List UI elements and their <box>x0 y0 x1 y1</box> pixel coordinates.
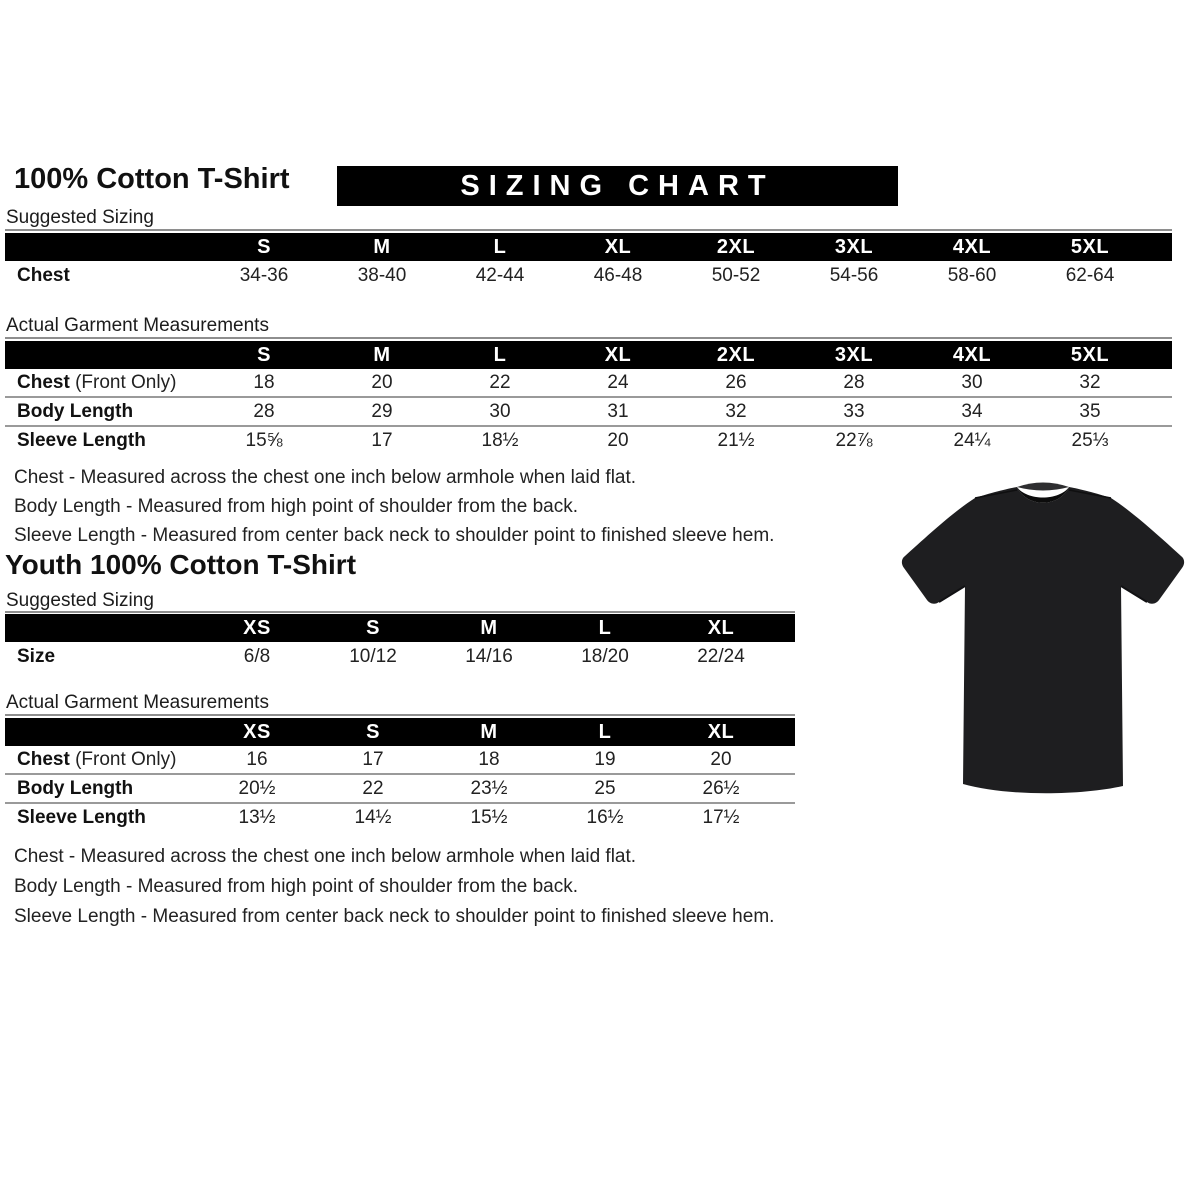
table-cell: 17 <box>371 429 393 451</box>
table-cell <box>1149 426 1172 454</box>
row-label <box>5 746 199 774</box>
size-column-header: M <box>431 614 547 642</box>
empty-header-cell <box>5 341 205 369</box>
size-column-header: L <box>547 718 663 746</box>
table-cell <box>1149 369 1172 397</box>
note-line: Body Length - Measured from high point of shoulder from the back. <box>14 496 578 517</box>
table-cell: 30 <box>913 369 1031 397</box>
table-cell: 31 <box>559 397 677 426</box>
youth-suggested-sizing-label: Suggested Sizing <box>6 590 154 611</box>
table-cell: 10/12 <box>349 646 397 667</box>
table-cell: 34 <box>913 397 1031 426</box>
note-line: Sleeve Length - Measured from center back neck to shoulder point to finished sleeve hem. <box>14 525 775 546</box>
tshirt-graphic <box>893 468 1193 806</box>
table-cell: 19 <box>547 746 663 774</box>
page-title: 100% Cotton T-Shirt <box>14 163 290 195</box>
size-column-header: M <box>323 233 441 261</box>
size-column-header: L <box>441 341 559 369</box>
table-cell: 50-52 <box>711 265 761 286</box>
empty-header-cell <box>1149 233 1172 261</box>
row-label <box>5 774 199 803</box>
table-row <box>5 774 795 803</box>
table-cell: 46-48 <box>593 265 643 286</box>
row-label: Chest <box>17 265 70 286</box>
note-line: Chest - Measured across the chest one inch below armhole when laid flat. <box>14 467 637 488</box>
size-column-header: L <box>441 233 559 261</box>
table-cell: 20½ <box>199 774 315 803</box>
note-line: Sleeve Length - Measured from center back neck to shoulder point to finished sleeve hem. <box>14 906 775 927</box>
empty-header-cell <box>1149 341 1172 369</box>
youth-measurement-notes <box>14 842 774 932</box>
adult-actual-measurements-table <box>5 341 1172 454</box>
size-column-header: 4XL <box>913 233 1031 261</box>
table-cell: 28 <box>795 369 913 397</box>
table-cell: 35 <box>1031 397 1149 426</box>
row-label-strong: Chest <box>17 748 70 770</box>
table-cell: 62-64 <box>1065 265 1115 286</box>
size-column-header: XL <box>663 718 779 746</box>
size-column-header: S <box>205 233 323 261</box>
size-column-header: S <box>205 341 323 369</box>
size-column-header: 3XL <box>795 233 913 261</box>
row-label <box>5 397 205 426</box>
note-line: Chest - Measured across the chest one inch below armhole when laid flat. <box>14 846 637 867</box>
row-label-strong: Sleeve Length <box>17 806 146 828</box>
table-cell: 15⅝ <box>245 429 283 451</box>
table-cell: 32 <box>677 397 795 426</box>
table-row <box>5 369 1172 397</box>
table-row <box>5 803 795 831</box>
black-tshirt-image <box>893 468 1193 806</box>
note-line: Body Length - Measured from high point of shoulder from the back. <box>14 876 578 897</box>
row-label-strong: Body Length <box>17 777 134 799</box>
table-cell: 18½ <box>481 429 519 451</box>
table-cell <box>779 746 795 774</box>
table-cell: 22 <box>315 774 431 803</box>
row-label-strong: Chest <box>17 371 70 393</box>
table-cell: 17 <box>315 746 431 774</box>
table-cell: 33 <box>795 397 913 426</box>
sizing-chart-banner <box>337 166 898 206</box>
youth-actual-measurements-label: Actual Garment Measurements <box>6 692 269 713</box>
table-cell: 42-44 <box>475 265 525 286</box>
table-cell: 18 <box>205 369 323 397</box>
size-column-header: XL <box>663 614 779 642</box>
table-cell <box>779 642 795 672</box>
table-row <box>5 642 795 672</box>
divider-line <box>5 229 1172 231</box>
table-header-row <box>5 718 795 746</box>
size-column-header: 5XL <box>1031 341 1149 369</box>
table-cell: 54-56 <box>829 265 879 286</box>
table-cell: 15½ <box>470 806 508 828</box>
table-cell: 22⅞ <box>835 429 873 451</box>
table-cell: 20 <box>607 429 629 451</box>
size-column-header: XS <box>199 614 315 642</box>
table-cell: 24¼ <box>953 429 991 451</box>
row-label-strong: Body Length <box>17 400 134 422</box>
size-column-header: XS <box>199 718 315 746</box>
table-cell <box>1149 261 1172 291</box>
table-cell: 13½ <box>238 806 276 828</box>
adult-actual-measurements-label: Actual Garment Measurements <box>6 315 269 336</box>
adult-suggested-sizing-table <box>5 233 1172 291</box>
size-column-header: M <box>431 718 547 746</box>
table-cell: 24 <box>559 369 677 397</box>
table-cell: 26½ <box>663 774 779 803</box>
youth-actual-measurements-table <box>5 718 795 831</box>
empty-header-cell <box>779 718 795 746</box>
table-cell: 30 <box>441 397 559 426</box>
table-cell: 20 <box>663 746 779 774</box>
table-header-row <box>5 614 795 642</box>
size-column-header: S <box>315 718 431 746</box>
size-column-header: L <box>547 614 663 642</box>
table-header-row <box>5 233 1172 261</box>
size-column-header: 4XL <box>913 341 1031 369</box>
table-cell: 23½ <box>431 774 547 803</box>
adult-measurement-notes <box>14 464 774 551</box>
table-cell: 14/16 <box>465 646 513 667</box>
table-cell: 18/20 <box>581 646 629 667</box>
table-cell <box>779 803 795 831</box>
divider-line <box>5 337 1172 339</box>
empty-header-cell <box>5 233 205 261</box>
empty-header-cell <box>779 614 795 642</box>
divider-line <box>5 714 795 716</box>
table-cell: 14½ <box>354 806 392 828</box>
row-label <box>5 426 205 454</box>
table-row <box>5 746 795 774</box>
table-cell: 22/24 <box>697 646 745 667</box>
size-column-header: XL <box>559 341 677 369</box>
table-cell: 29 <box>323 397 441 426</box>
youth-suggested-sizing-table <box>5 614 795 672</box>
table-cell: 25 <box>547 774 663 803</box>
table-cell: 6/8 <box>243 646 271 667</box>
youth-section-title: Youth 100% Cotton T-Shirt <box>5 549 357 580</box>
row-label <box>5 369 205 397</box>
adult-suggested-sizing-label: Suggested Sizing <box>6 207 154 228</box>
size-column-header: M <box>323 341 441 369</box>
table-row <box>5 426 1172 454</box>
table-cell: 26 <box>677 369 795 397</box>
table-cell: 20 <box>323 369 441 397</box>
size-column-header: 2XL <box>677 341 795 369</box>
table-cell <box>1149 397 1172 426</box>
size-column-header: 2XL <box>677 233 795 261</box>
table-cell: 18 <box>431 746 547 774</box>
table-header-row <box>5 341 1172 369</box>
size-column-header: XL <box>559 233 677 261</box>
size-column-header: 5XL <box>1031 233 1149 261</box>
tshirt-body <box>902 487 1184 793</box>
table-cell <box>779 774 795 803</box>
sizing-chart-banner-text: SIZING CHART <box>460 169 775 202</box>
row-label <box>5 803 199 831</box>
table-cell: 28 <box>205 397 323 426</box>
size-column-header: S <box>315 614 431 642</box>
table-row <box>5 261 1172 291</box>
table-cell: 38-40 <box>357 265 407 286</box>
empty-header-cell <box>5 718 199 746</box>
table-cell: 58-60 <box>947 265 997 286</box>
table-cell: 25⅓ <box>1071 429 1109 451</box>
row-label-suffix: (Front Only) <box>69 371 177 393</box>
table-cell: 16 <box>199 746 315 774</box>
table-row <box>5 397 1172 426</box>
row-label-suffix: (Front Only) <box>69 748 177 770</box>
empty-header-cell <box>5 614 199 642</box>
tshirt-back-collar <box>1017 483 1069 491</box>
table-cell: 34-36 <box>239 265 289 286</box>
size-column-header: 3XL <box>795 341 913 369</box>
row-label: Size <box>17 646 56 667</box>
row-label-strong: Sleeve Length <box>17 429 146 451</box>
table-cell: 32 <box>1031 369 1149 397</box>
table-cell: 17½ <box>702 806 740 828</box>
table-cell: 16½ <box>586 806 624 828</box>
table-cell: 22 <box>441 369 559 397</box>
divider-line <box>5 611 795 613</box>
table-cell: 21½ <box>717 429 755 451</box>
